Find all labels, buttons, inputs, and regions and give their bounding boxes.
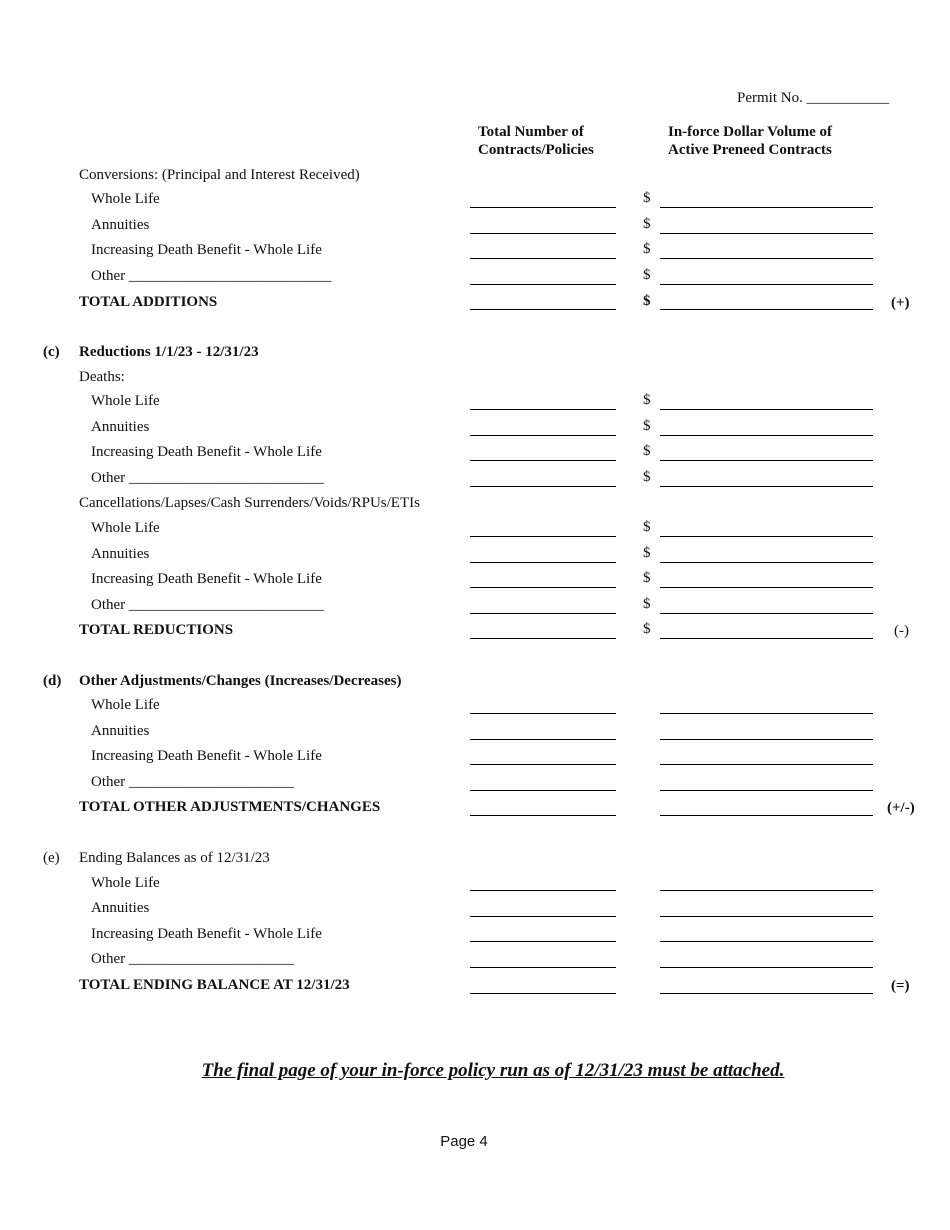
dollar-sign: $ bbox=[643, 241, 651, 257]
additions-annuities-volume-field[interactable] bbox=[660, 233, 873, 234]
cancellations-item-increasing-death-benefit: Increasing Death Benefit - Whole Life bbox=[91, 571, 322, 587]
dollar-sign: $ bbox=[643, 469, 651, 485]
total-additions-label: TOTAL ADDITIONS bbox=[79, 294, 218, 310]
ending-annuities-count-field[interactable] bbox=[470, 916, 616, 917]
cancellations-other-count-field[interactable] bbox=[470, 613, 616, 614]
additions-other-volume-field[interactable] bbox=[660, 284, 873, 285]
dollar-sign: $ bbox=[643, 216, 651, 232]
deaths-item-other: Other __________________________ bbox=[91, 470, 324, 486]
deaths-idb-count-field[interactable] bbox=[470, 460, 616, 461]
total-reductions-label: TOTAL REDUCTIONS bbox=[79, 622, 234, 638]
deaths-other-volume-field[interactable] bbox=[660, 486, 873, 487]
deaths-label: Deaths: bbox=[79, 369, 125, 385]
additions-other-count-field[interactable] bbox=[470, 284, 616, 285]
deaths-annuities-count-field[interactable] bbox=[470, 435, 616, 436]
volume-column-header-line2: Active Preneed Contracts bbox=[668, 142, 832, 158]
additions-item-whole-life: Whole Life bbox=[91, 191, 160, 207]
ending-other-volume-field[interactable] bbox=[660, 967, 873, 968]
adjustments-item-other: Other ______________________ bbox=[91, 774, 294, 790]
additions-item-increasing-death-benefit: Increasing Death Benefit - Whole Life bbox=[91, 242, 322, 258]
cancellations-other-volume-field[interactable] bbox=[660, 613, 873, 614]
total-additions-sign: (+) bbox=[891, 295, 910, 311]
ending-title: Ending Balances as of 12/31/23 bbox=[79, 850, 270, 866]
permit-number-label: Permit No. ___________ bbox=[737, 90, 890, 106]
dollar-sign: $ bbox=[643, 570, 651, 586]
total-reductions-sign: (-) bbox=[894, 623, 909, 639]
cancellations-whole-life-volume-field[interactable] bbox=[660, 536, 873, 537]
cancellations-item-annuities: Annuities bbox=[91, 546, 150, 562]
conversions-label: Conversions: (Principal and Interest Received) bbox=[79, 167, 360, 183]
section-d-letter: (d) bbox=[43, 673, 62, 689]
adjustments-item-whole-life: Whole Life bbox=[91, 697, 160, 713]
count-column-header-line2: Contracts/Policies bbox=[478, 142, 594, 158]
cancellations-idb-volume-field[interactable] bbox=[660, 587, 873, 588]
deaths-item-increasing-death-benefit: Increasing Death Benefit - Whole Life bbox=[91, 444, 322, 460]
adjustments-idb-volume-field[interactable] bbox=[660, 764, 873, 765]
total-ending-count-field[interactable] bbox=[470, 993, 616, 994]
adjustments-whole-life-volume-field[interactable] bbox=[660, 713, 873, 714]
dollar-sign: $ bbox=[643, 418, 651, 434]
additions-idb-count-field[interactable] bbox=[470, 258, 616, 259]
deaths-annuities-volume-field[interactable] bbox=[660, 435, 873, 436]
adjustments-title: Other Adjustments/Changes (Increases/Decreases) bbox=[79, 673, 402, 689]
deaths-other-count-field[interactable] bbox=[470, 486, 616, 487]
ending-item-other: Other ______________________ bbox=[91, 951, 294, 967]
total-ending-volume-field[interactable] bbox=[660, 993, 873, 994]
dollar-sign: $ bbox=[643, 267, 651, 283]
cancellations-idb-count-field[interactable] bbox=[470, 587, 616, 588]
cancellations-label: Cancellations/Lapses/Cash Surrenders/Voids/RPUs/ETIs bbox=[79, 495, 420, 511]
total-adjustments-sign: (+/-) bbox=[887, 800, 915, 816]
adjustments-item-increasing-death-benefit: Increasing Death Benefit - Whole Life bbox=[91, 748, 322, 764]
adjustments-annuities-volume-field[interactable] bbox=[660, 739, 873, 740]
section-c-letter: (c) bbox=[43, 344, 60, 360]
total-reductions-volume-field[interactable] bbox=[660, 638, 873, 639]
dollar-sign: $ bbox=[643, 596, 651, 612]
ending-idb-count-field[interactable] bbox=[470, 941, 616, 942]
adjustments-item-annuities: Annuities bbox=[91, 723, 150, 739]
ending-item-whole-life: Whole Life bbox=[91, 875, 160, 891]
additions-item-annuities: Annuities bbox=[91, 217, 150, 233]
adjustments-other-volume-field[interactable] bbox=[660, 790, 873, 791]
total-adjustments-label: TOTAL OTHER ADJUSTMENTS/CHANGES bbox=[79, 799, 381, 815]
ending-other-count-field[interactable] bbox=[470, 967, 616, 968]
dollar-sign: $ bbox=[643, 621, 651, 637]
deaths-whole-life-count-field[interactable] bbox=[470, 409, 616, 410]
cancellations-whole-life-count-field[interactable] bbox=[470, 536, 616, 537]
total-reductions-count-field[interactable] bbox=[470, 638, 616, 639]
dollar-sign: $ bbox=[643, 190, 651, 206]
deaths-item-whole-life: Whole Life bbox=[91, 393, 160, 409]
attachment-notice: The final page of your in-force policy run as of 12/31/23 must be attached. bbox=[201, 1060, 785, 1081]
ending-item-annuities: Annuities bbox=[91, 900, 150, 916]
total-ending-sign: (=) bbox=[891, 978, 910, 994]
dollar-sign: $ bbox=[643, 519, 651, 535]
count-column-header-line1: Total Number of bbox=[478, 124, 584, 140]
total-adjustments-count-field[interactable] bbox=[470, 815, 616, 816]
ending-item-increasing-death-benefit: Increasing Death Benefit - Whole Life bbox=[91, 926, 322, 942]
total-adjustments-volume-field[interactable] bbox=[660, 815, 873, 816]
cancellations-item-other: Other __________________________ bbox=[91, 597, 324, 613]
ending-whole-life-volume-field[interactable] bbox=[660, 890, 873, 891]
dollar-sign: $ bbox=[643, 392, 651, 408]
cancellations-item-whole-life: Whole Life bbox=[91, 520, 160, 536]
adjustments-whole-life-count-field[interactable] bbox=[470, 713, 616, 714]
volume-column-header-line1: In-force Dollar Volume of bbox=[668, 124, 833, 140]
adjustments-other-count-field[interactable] bbox=[470, 790, 616, 791]
deaths-item-annuities: Annuities bbox=[91, 419, 150, 435]
ending-whole-life-count-field[interactable] bbox=[470, 890, 616, 891]
cancellations-annuities-count-field[interactable] bbox=[470, 562, 616, 563]
reductions-title: Reductions 1/1/23 - 12/31/23 bbox=[79, 344, 259, 360]
dollar-sign: $ bbox=[643, 545, 651, 561]
adjustments-idb-count-field[interactable] bbox=[470, 764, 616, 765]
deaths-idb-volume-field[interactable] bbox=[660, 460, 873, 461]
dollar-sign: $ bbox=[643, 443, 651, 459]
additions-item-other: Other ___________________________ bbox=[91, 268, 332, 284]
ending-idb-volume-field[interactable] bbox=[660, 941, 873, 942]
section-e-letter: (e) bbox=[43, 850, 60, 866]
total-additions-count-field[interactable] bbox=[470, 309, 616, 310]
deaths-whole-life-volume-field[interactable] bbox=[660, 409, 873, 410]
page-number: Page 4 bbox=[440, 1133, 488, 1150]
dollar-sign: $ bbox=[643, 293, 651, 309]
adjustments-annuities-count-field[interactable] bbox=[470, 739, 616, 740]
total-additions-volume-field[interactable] bbox=[660, 309, 873, 310]
ending-annuities-volume-field[interactable] bbox=[660, 916, 873, 917]
additions-annuities-count-field[interactable] bbox=[470, 233, 616, 234]
cancellations-annuities-volume-field[interactable] bbox=[660, 562, 873, 563]
additions-whole-life-volume-field[interactable] bbox=[660, 207, 873, 208]
additions-whole-life-count-field[interactable] bbox=[470, 207, 616, 208]
additions-idb-volume-field[interactable] bbox=[660, 258, 873, 259]
total-ending-balance-label: TOTAL ENDING BALANCE AT 12/31/23 bbox=[79, 977, 350, 993]
